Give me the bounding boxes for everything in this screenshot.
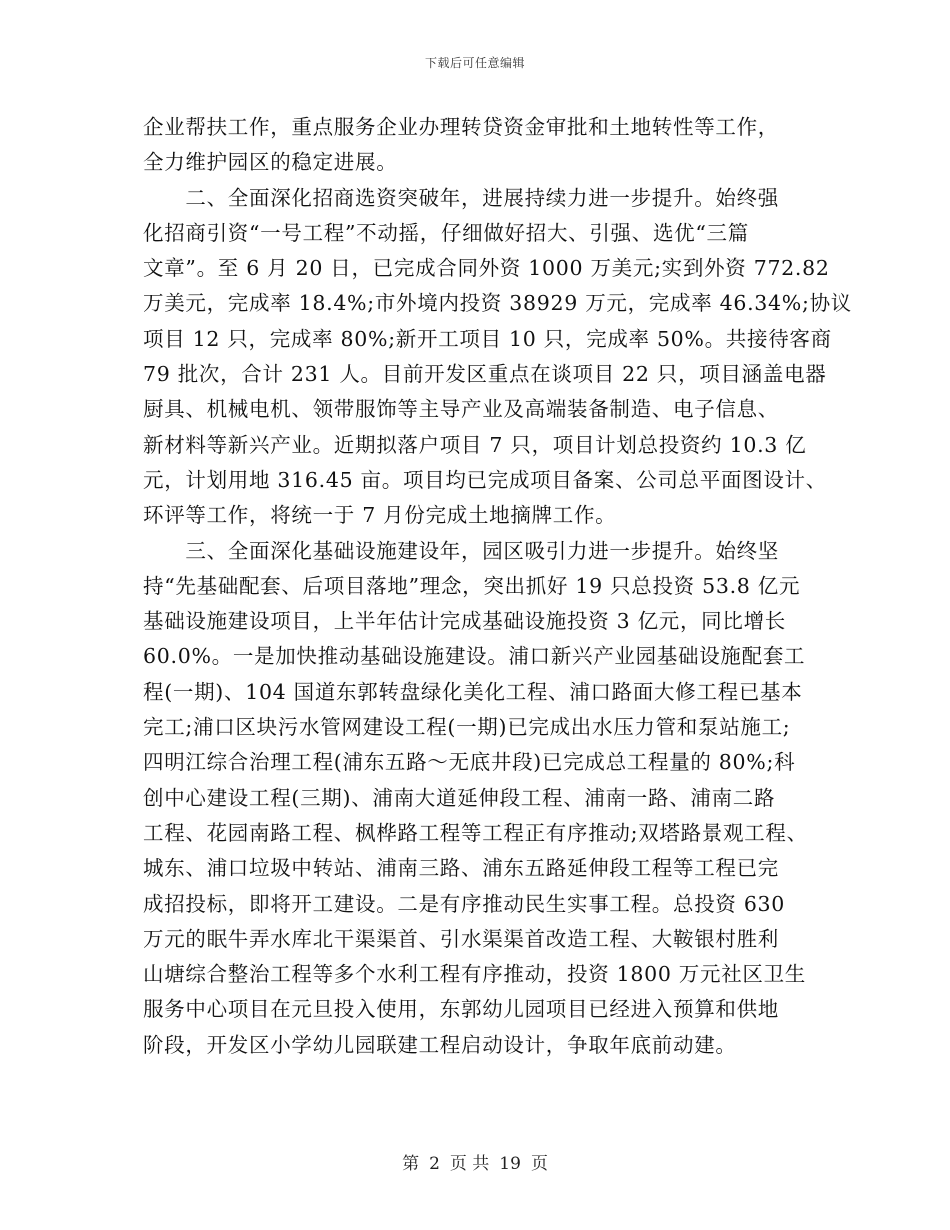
footer-middle: 页 共 (449, 1154, 490, 1174)
text-line: 服务中心项目在元旦投入使用，东郭幼儿园项目已经进入预算和供地 (143, 997, 779, 1022)
text-line: 程(一期)、104 国道东郭转盘绿化美化工程、浦口路面大修工程已基本 (143, 679, 803, 704)
text-line: 阶段，开发区小学幼儿园联建工程启动设计，争取年底前动建。 (143, 1032, 737, 1057)
text-line: 60.0%。一是加快推动基础设施建设。浦口新兴产业园基础设施配套工 (143, 644, 806, 669)
text-line: 79 批次，合计 231 人。目前开发区重点在谈项目 22 只，项目涵盖电器 (143, 362, 827, 387)
text-line: 新材料等新兴产业。近期拟落户项目 7 只，项目计划总投资约 10.3 亿 (143, 432, 807, 457)
text-line: 文章”。至 6 月 20 日，已完成合同外资 1000 万美元;实到外资 772.82 (143, 256, 830, 281)
text-line: 项目 12 只，完成率 80%;新开工项目 10 只，完成率 50%。共接待客商 (143, 326, 832, 351)
text-line: 山塘综合整治工程等多个水利工程有序推动，投资 1800 万元社区卫生 (143, 962, 807, 987)
text-line: 万美元，完成率 18.4%;市外境内投资 38929 万元，完成率 46.34%;协议 (143, 291, 852, 316)
text-line: 化招商引资“一号工程”不动摇，仔细做好招大、引强、选优“三篇 (143, 220, 749, 245)
page-footer (0, 1149, 950, 1174)
text-line: 城东、浦口垃圾中转站、浦南三路、浦东五路延伸段工程等工程已完 (143, 856, 779, 881)
text-line: 持“先基础配套、后项目落地”理念，突出抓好 19 只总投资 53.8 亿元 (143, 573, 801, 598)
page-header: 下载后可任意编辑 (424, 56, 525, 70)
text-line: 全力维护园区的稳定进展。 (143, 150, 398, 175)
body-text (143, 110, 852, 1063)
footer-prefix: 第 (402, 1154, 420, 1174)
text-line: 元，计划用地 316.45 亩。项目均已完成项目备案、公司总平面图设计、 (143, 467, 827, 492)
paragraph-two-start: 二、全面深化招商选资突破年，进展持续力进一步提升。始终强 (143, 185, 779, 210)
text-line: 创中心建设工程(三期)、浦南大道延伸段工程、浦南一路、浦南二路 (143, 785, 776, 810)
text-line: 企业帮扶工作，重点服务企业办理转贷资金审批和土地转性等工作， (143, 115, 779, 139)
text-line: 万元的眠牛弄水库北干渠渠首、引水渠渠首改造工程、大鞍银村胜利 (143, 926, 779, 951)
text-line: 基础设施建设项目，上半年估计完成基础设施投资 3 亿元，同比增长 (143, 609, 786, 634)
text-line: 工程、花园南路工程、枫桦路工程等工程正有序推动;双塔路景观工程、 (143, 820, 808, 845)
paragraph-three-start: 三、全面深化基础设施建设年，园区吸引力进一步提升。始终坚 (143, 538, 779, 563)
text-line: 完工;浦口区块污水管网建设工程(一期)已完成出水压力管和泵站施工; (143, 715, 791, 740)
text-line: 厨具、机械电机、领带服饰等主导产业及高端装备制造、电子信息、 (143, 397, 779, 422)
total-page-count: 19 (499, 1154, 521, 1174)
current-page-number: 2 (429, 1154, 440, 1174)
footer-suffix: 页 (530, 1154, 548, 1174)
text-line: 成招投标，即将开工建设。二是有序推动民生实事工程。总投资 630 (143, 891, 786, 916)
text-line: 环评等工作，将统一于 7 月份完成土地摘牌工作。 (143, 503, 617, 528)
text-line: 四明江综合治理工程(浦东五路～无底井段)已完成总工程量的 80%;科 (143, 750, 796, 775)
